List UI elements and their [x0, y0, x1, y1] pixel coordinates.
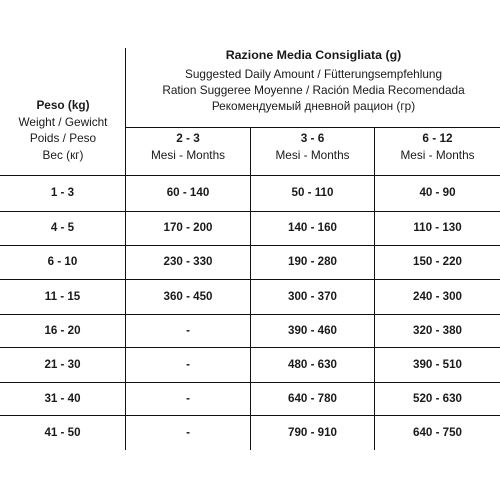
amount-cell: - [186, 392, 190, 405]
ration-subtitle-line: Ration Suggeree Moyenne / Ración Media Recomendada [162, 83, 465, 97]
ration-title: Razione Media Consigliata (g) [225, 48, 402, 62]
amount-cell: 360 - 450 [163, 290, 213, 303]
amount-cell: 110 - 130 [413, 221, 462, 234]
age-column-unit: Mesi - Months [275, 148, 350, 162]
amount-cell: 390 - 460 [288, 324, 337, 337]
amount-cell: 480 - 630 [288, 358, 337, 371]
weight-cell: 6 - 10 [47, 255, 78, 268]
amount-cell: 230 - 330 [163, 255, 213, 268]
weight-column-subtitle: Poids / Peso [29, 131, 97, 145]
age-column-unit: Mesi - Months [150, 148, 226, 162]
header-rule-ages [125, 127, 500, 128]
age-column-range: 2 - 3 [176, 131, 200, 145]
amount-cell: 320 - 380 [413, 324, 462, 337]
weight-cell: 41 - 50 [44, 426, 81, 439]
amount-cell: 640 - 780 [288, 392, 337, 405]
amount-cell: 190 - 280 [288, 255, 337, 268]
amount-cell: 790 - 910 [288, 426, 337, 439]
header-bottom-rule [0, 175, 500, 176]
age-column-unit: Mesi - Months [400, 148, 475, 162]
amount-cell: - [186, 358, 190, 371]
amount-cell: 140 - 160 [288, 221, 337, 234]
weight-cell: 31 - 40 [44, 392, 81, 405]
row-rule [0, 382, 500, 383]
row-rule [0, 245, 500, 246]
row-rule [0, 211, 500, 212]
weight-cell: 16 - 20 [44, 324, 81, 337]
age-column-range: 6 - 12 [422, 131, 453, 145]
weight-column-subtitle: Вес (кг) [42, 148, 84, 162]
amount-cell: 50 - 110 [291, 186, 334, 199]
amount-cell: - [186, 324, 190, 337]
row-rule [0, 347, 500, 348]
amount-cell: 300 - 370 [288, 290, 337, 303]
ration-subtitle-line: Suggested Daily Amount / Fütterungsempfehlung [184, 67, 443, 81]
amount-cell: 390 - 510 [413, 358, 462, 371]
row-rule [0, 314, 500, 315]
ration-subtitle-line: Рекомендуемый дневной рацион (гр) [211, 99, 416, 113]
amount-cell: 40 - 90 [419, 186, 456, 199]
weight-cell: 1 - 3 [50, 186, 75, 199]
weight-column-title: Peso (kg) [36, 98, 90, 112]
age-column-range: 3 - 6 [300, 131, 325, 145]
amount-cell: 240 - 300 [413, 290, 462, 303]
amount-cell: - [186, 426, 190, 439]
amount-cell: 60 - 140 [166, 186, 210, 199]
amount-cell: 170 - 200 [163, 221, 213, 234]
weight-cell: 21 - 30 [44, 358, 81, 371]
row-rule [0, 279, 500, 280]
weight-column-subtitle: Weight / Gewicht [18, 115, 108, 129]
weight-cell: 4 - 5 [50, 221, 75, 234]
row-rule [0, 415, 500, 416]
amount-cell: 150 - 220 [413, 255, 462, 268]
weight-cell: 11 - 15 [44, 290, 81, 303]
amount-cell: 640 - 750 [413, 426, 462, 439]
amount-cell: 520 - 630 [413, 392, 462, 405]
